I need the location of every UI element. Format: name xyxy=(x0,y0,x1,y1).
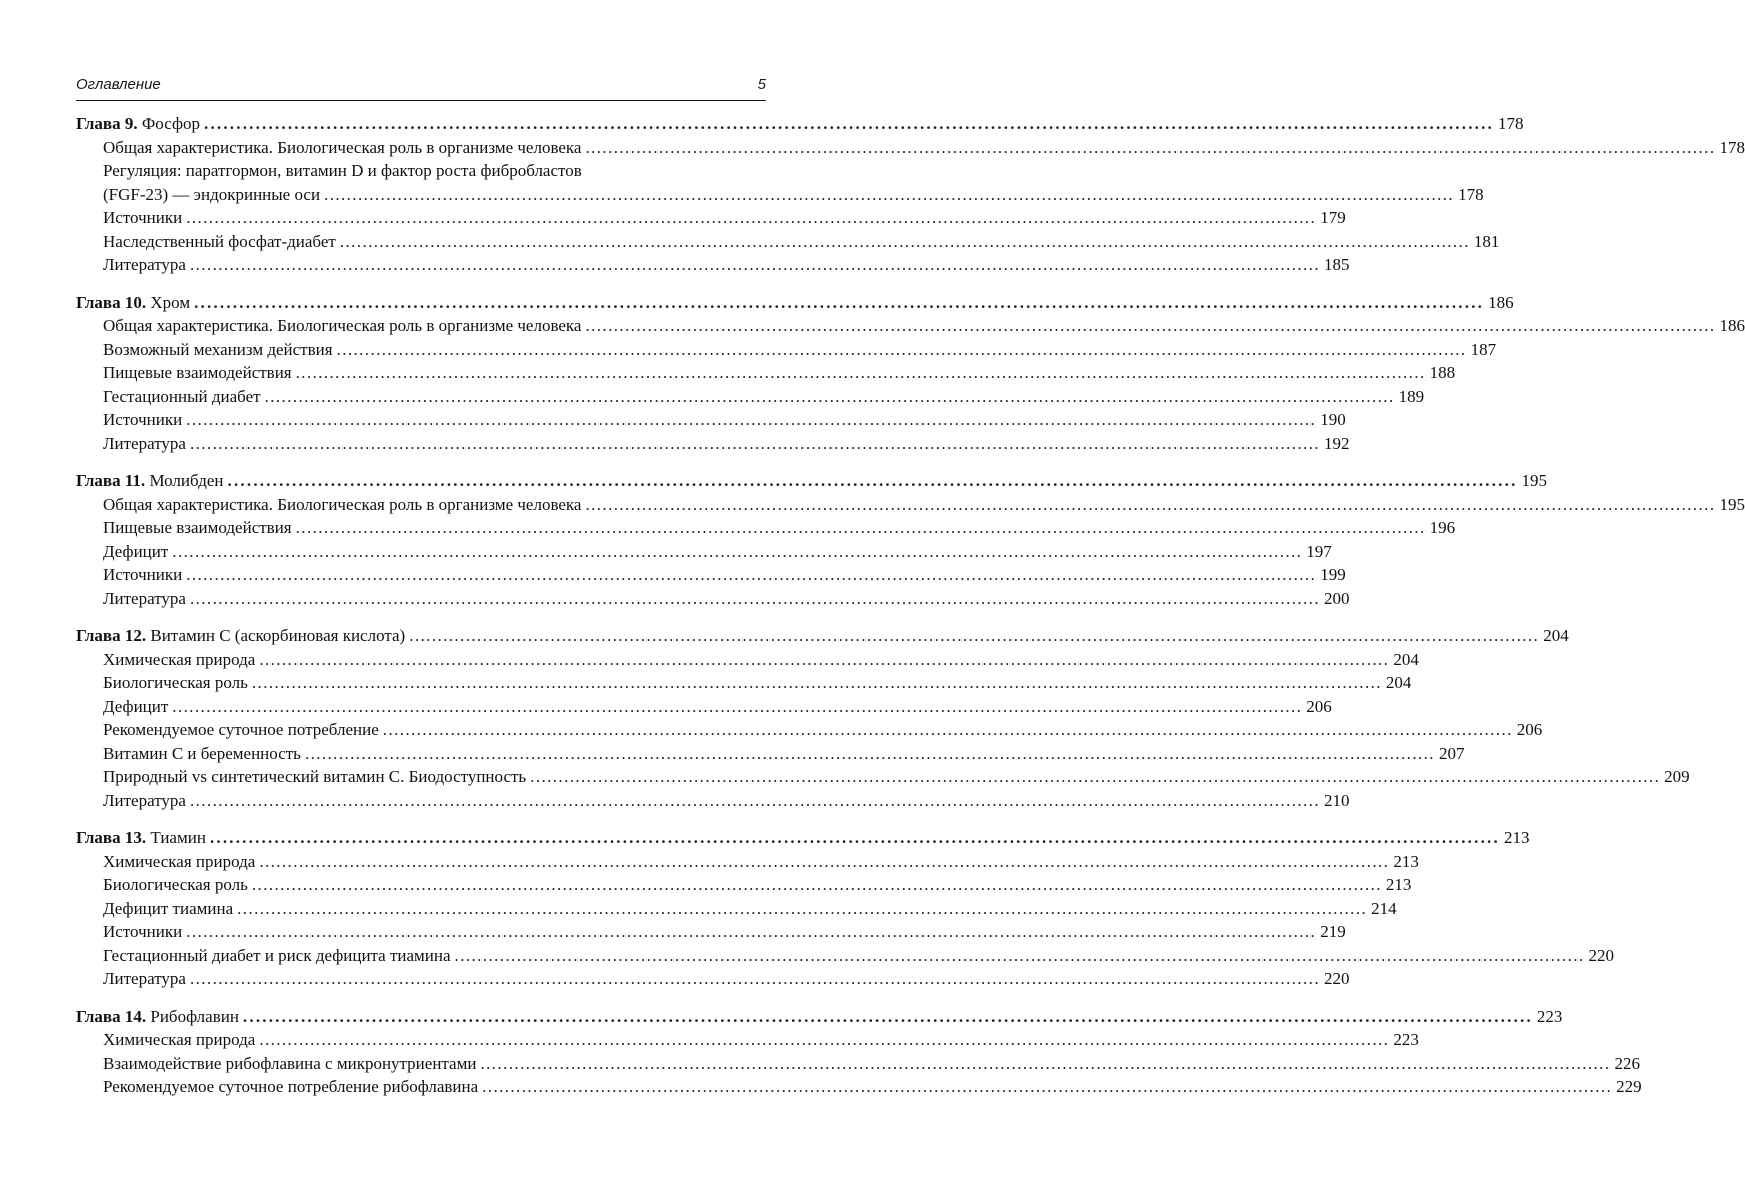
entry-title: Источники xyxy=(103,208,183,227)
entry-page: 199 xyxy=(1320,565,1346,584)
entry-title: Наследственный фосфат-диабет xyxy=(103,231,336,251)
toc-entry[interactable] xyxy=(76,230,1500,254)
entry-title: Природный vs синтетический витамин С. Биодоступность xyxy=(103,767,527,786)
entry-page: 197 xyxy=(1306,541,1332,561)
dot-leader: ........................................................................................................................................................................................................ xyxy=(186,922,1317,941)
entry-title: Биологическая роль xyxy=(103,673,248,692)
entry-page: 206 xyxy=(1306,696,1332,716)
chapter-page: 213 xyxy=(1503,828,1530,847)
dot-leader: ........................................................................................................................................................................................................ xyxy=(585,494,1716,514)
toc-entry[interactable] xyxy=(76,516,1456,540)
entry-title: Пищевые взаимодействия xyxy=(103,363,292,382)
entry-title: Дефицит тиамина xyxy=(103,898,234,918)
toc-entry[interactable] xyxy=(76,206,1346,230)
entry-page: 219 xyxy=(1320,922,1346,941)
dot-leader: ........................................................................................................................................................................................................ xyxy=(585,316,1716,335)
entry-title: (FGF-23) — эндокринные оси xyxy=(103,184,321,204)
dot-leader: ........................................................................................................................................................................................................ xyxy=(194,292,1485,312)
dot-leader: ........................................................................................................................................................................................................ xyxy=(189,255,1320,274)
entry-title: Общая характеристика. Биологическая роль в организме человека xyxy=(103,137,582,157)
chapter-page: 178 xyxy=(1498,114,1524,133)
entry-title: Литература xyxy=(103,255,186,274)
toc-entry[interactable] xyxy=(76,850,1419,874)
table-of-contents xyxy=(76,112,1745,1113)
entry-page: 220 xyxy=(1588,945,1615,965)
toc-entry[interactable] xyxy=(76,671,1412,695)
entry-page: 213 xyxy=(1393,851,1419,871)
entry-title: Химическая природа xyxy=(103,1030,256,1049)
toc-entry[interactable] xyxy=(76,1028,1419,1052)
entry-title: Биологическая роль xyxy=(103,875,248,894)
dot-leader: ........................................................................................................................................................................................................ xyxy=(454,945,1585,965)
toc-entry[interactable] xyxy=(76,493,1745,517)
entry-page: 179 xyxy=(1320,208,1346,227)
entry-title: Химическая природа xyxy=(103,851,256,871)
chapter-label: Глава 14. xyxy=(76,1006,147,1026)
toc-entry[interactable] xyxy=(76,587,1350,611)
toc-entry[interactable] xyxy=(76,1052,1640,1076)
entry-title: Дефицит xyxy=(103,696,169,716)
dot-leader: ........................................................................................................................................................................................................ xyxy=(259,851,1390,871)
toc-entry[interactable] xyxy=(76,432,1350,456)
chapter-13 xyxy=(76,826,1615,991)
dot-leader: ........................................................................................................................................................................................................ xyxy=(251,875,1382,894)
entry-page: 200 xyxy=(1323,588,1350,608)
dot-leader: ........................................................................................................................................................................................................ xyxy=(189,588,1320,608)
running-head-title: Оглавление xyxy=(76,76,161,93)
dot-leader: ........................................................................................................................................................................................................ xyxy=(336,339,1467,359)
toc-entry[interactable] xyxy=(76,314,1745,338)
entry-title: Источники xyxy=(103,410,183,429)
dot-leader: ........................................................................................................................................................................................................ xyxy=(172,541,1303,561)
entry-title: Возможный механизм действия xyxy=(103,339,333,359)
toc-entry[interactable] xyxy=(76,385,1425,409)
dot-leader: ........................................................................................................................................................................................................ xyxy=(480,1053,1611,1073)
chapter-heading[interactable] xyxy=(76,826,1530,850)
dot-leader: ........................................................................................................................................................................................................ xyxy=(189,969,1320,988)
toc-entry[interactable] xyxy=(76,944,1615,968)
toc-entry[interactable] xyxy=(76,253,1350,277)
dot-leader: ........................................................................................................................................................................................................ xyxy=(295,518,1426,537)
dot-leader: ........................................................................................................................................................................................................ xyxy=(259,649,1390,669)
toc-entry[interactable] xyxy=(76,540,1332,564)
chapter-heading[interactable] xyxy=(76,624,1569,648)
entry-page: 190 xyxy=(1320,410,1346,429)
dot-leader: ........................................................................................................................................................................................................ xyxy=(242,1006,1533,1026)
chapter-heading[interactable] xyxy=(76,1005,1563,1029)
chapter-title: Тиамин xyxy=(150,828,206,847)
entry-page: 181 xyxy=(1473,231,1500,251)
entry-title: Общая характеристика. Биологическая роль в организме человека xyxy=(103,494,582,514)
dot-leader: ........................................................................................................................................................................................................ xyxy=(295,363,1426,382)
entry-page: 185 xyxy=(1323,255,1350,274)
chapter-10 xyxy=(76,291,1745,456)
entry-title: Источники xyxy=(103,922,183,941)
entry-page: 204 xyxy=(1393,649,1419,669)
chapter-page: 223 xyxy=(1536,1006,1563,1026)
toc-entry[interactable] xyxy=(76,1075,1642,1099)
toc-entry[interactable] xyxy=(76,967,1350,991)
chapter-label: Глава 9. xyxy=(76,114,138,133)
dot-leader: ........................................................................................................................................................................................................ xyxy=(209,828,1500,847)
toc-entry[interactable] xyxy=(76,873,1412,897)
dot-leader: ........................................................................................................................................................................................................ xyxy=(482,1077,1613,1096)
entry-title: Пищевые взаимодействия xyxy=(103,518,292,537)
entry-page: 196 xyxy=(1429,518,1456,537)
entry-title: Литература xyxy=(103,433,186,453)
chapter-14 xyxy=(76,1005,1642,1099)
toc-entry[interactable] xyxy=(76,136,1745,160)
dot-leader: ........................................................................................................................................................................................................ xyxy=(264,386,1395,406)
toc-entry[interactable] xyxy=(76,183,1484,207)
toc-entry[interactable] xyxy=(76,563,1346,587)
entry-page: 204 xyxy=(1385,673,1412,692)
dot-leader: ........................................................................................................................................................................................................ xyxy=(530,767,1661,786)
chapter-label: Глава 10. xyxy=(76,292,147,312)
entry-title: Литература xyxy=(103,969,186,988)
entry-page: 213 xyxy=(1385,875,1412,894)
entry-title: Рекомендуемое суточное потребление xyxy=(103,720,379,739)
toc-entry[interactable] xyxy=(76,408,1346,432)
toc-entry[interactable] xyxy=(76,742,1465,766)
dot-leader: ........................................................................................................................................................................................................ xyxy=(186,410,1317,429)
toc-entry[interactable] xyxy=(76,920,1346,944)
chapter-title: Молибден xyxy=(149,471,224,490)
entry-title: Витамин С и беременность xyxy=(103,743,301,763)
dot-leader: ........................................................................................................................................................................................................ xyxy=(189,433,1320,453)
chapter-label: Глава 13. xyxy=(76,828,147,847)
dot-leader: ........................................................................................................................................................................................................ xyxy=(304,743,1435,763)
toc-entry[interactable] xyxy=(76,718,1543,742)
chapter-heading[interactable] xyxy=(76,291,1514,315)
entry-page: 186 xyxy=(1719,316,1745,335)
dot-leader: ........................................................................................................................................................................................................ xyxy=(382,720,1513,739)
entry-title: Литература xyxy=(103,588,186,608)
entry-title: Гестационный диабет xyxy=(103,386,261,406)
entry-page: 220 xyxy=(1323,969,1350,988)
running-head xyxy=(76,72,766,101)
chapter-page: 204 xyxy=(1543,626,1569,645)
dot-leader: ........................................................................................................................................................................................................ xyxy=(585,137,1716,157)
toc-entry[interactable] xyxy=(76,695,1332,719)
dot-leader: ........................................................................................................................................................................................................ xyxy=(259,1030,1390,1049)
chapter-11 xyxy=(76,469,1745,610)
chapter-title: Хром xyxy=(150,292,191,312)
entry-page: 214 xyxy=(1371,898,1397,918)
dot-leader: ........................................................................................................................................................................................................ xyxy=(189,790,1320,810)
entry-page: 226 xyxy=(1614,1053,1640,1073)
entry-title: Взаимодействие рибофлавина с микронутриентами xyxy=(103,1053,477,1073)
chapter-label: Глава 11. xyxy=(76,471,146,490)
chapter-title: Фосфор xyxy=(141,114,200,133)
chapter-page: 186 xyxy=(1488,292,1514,312)
entry-page: 210 xyxy=(1323,790,1350,810)
dot-leader: ........................................................................................................................................................................................................ xyxy=(324,184,1455,204)
entry-page: 178 xyxy=(1458,184,1484,204)
entry-page: 192 xyxy=(1323,433,1350,453)
page-number: 5 xyxy=(757,76,766,93)
chapter-title: Рибофлавин xyxy=(150,1006,239,1026)
toc-entry[interactable] xyxy=(76,338,1497,362)
toc-entry[interactable] xyxy=(76,789,1350,813)
chapter-heading[interactable] xyxy=(76,112,1524,136)
dot-leader: ........................................................................................................................................................................................................ xyxy=(237,898,1368,918)
entry-title: Источники xyxy=(103,565,183,584)
entry-page: 178 xyxy=(1719,137,1745,157)
chapter-9 xyxy=(76,112,1745,277)
entry-page: 188 xyxy=(1429,363,1456,382)
chapter-page: 195 xyxy=(1521,471,1548,490)
dot-leader: ........................................................................................................................................................................................................ xyxy=(186,565,1317,584)
toc-entry[interactable] xyxy=(76,765,1690,789)
entry-page: 206 xyxy=(1516,720,1543,739)
entry-page: 223 xyxy=(1393,1030,1419,1049)
entry-page: 195 xyxy=(1719,494,1745,514)
entry-title: Общая характеристика. Биологическая роль в организме человека xyxy=(103,316,582,335)
dot-leader: ........................................................................................................................................................................................................ xyxy=(339,231,1470,251)
entry-page: 187 xyxy=(1470,339,1497,359)
dot-leader: ........................................................................................................................................................................................................ xyxy=(409,626,1540,645)
entry-page: 207 xyxy=(1438,743,1465,763)
dot-leader: ........................................................................................................................................................................................................ xyxy=(204,114,1494,133)
entry-page: 189 xyxy=(1398,386,1425,406)
entry-title: Гестационный диабет и риск дефицита тиамина xyxy=(103,945,451,965)
entry-title: Химическая природа xyxy=(103,649,256,669)
dot-leader: ........................................................................................................................................................................................................ xyxy=(186,208,1317,227)
toc-entry[interactable] xyxy=(76,897,1397,921)
dot-leader: ........................................................................................................................................................................................................ xyxy=(172,696,1303,716)
dot-leader: ........................................................................................................................................................................................................ xyxy=(251,673,1382,692)
chapter-title: Витамин С (аскорбиновая кислота) xyxy=(150,626,406,645)
chapter-label: Глава 12. xyxy=(76,626,147,645)
toc-entry-line1[interactable] xyxy=(76,159,766,183)
chapter-12 xyxy=(76,624,1690,812)
entry-title: Литература xyxy=(103,790,186,810)
entry-page: 229 xyxy=(1616,1077,1642,1096)
entry-title: Дефицит xyxy=(103,541,169,561)
entry-title: Рекомендуемое суточное потребление рибофлавина xyxy=(103,1077,479,1096)
toc-entry[interactable] xyxy=(76,361,1456,385)
entry-title-line1: Регуляция: паратгормон, витамин D и фактор роста фибробластов xyxy=(103,161,582,180)
toc-entry[interactable] xyxy=(76,648,1419,672)
entry-page: 209 xyxy=(1664,767,1690,786)
dot-leader: ........................................................................................................................................................................................................ xyxy=(227,471,1518,490)
chapter-heading[interactable] xyxy=(76,469,1548,493)
